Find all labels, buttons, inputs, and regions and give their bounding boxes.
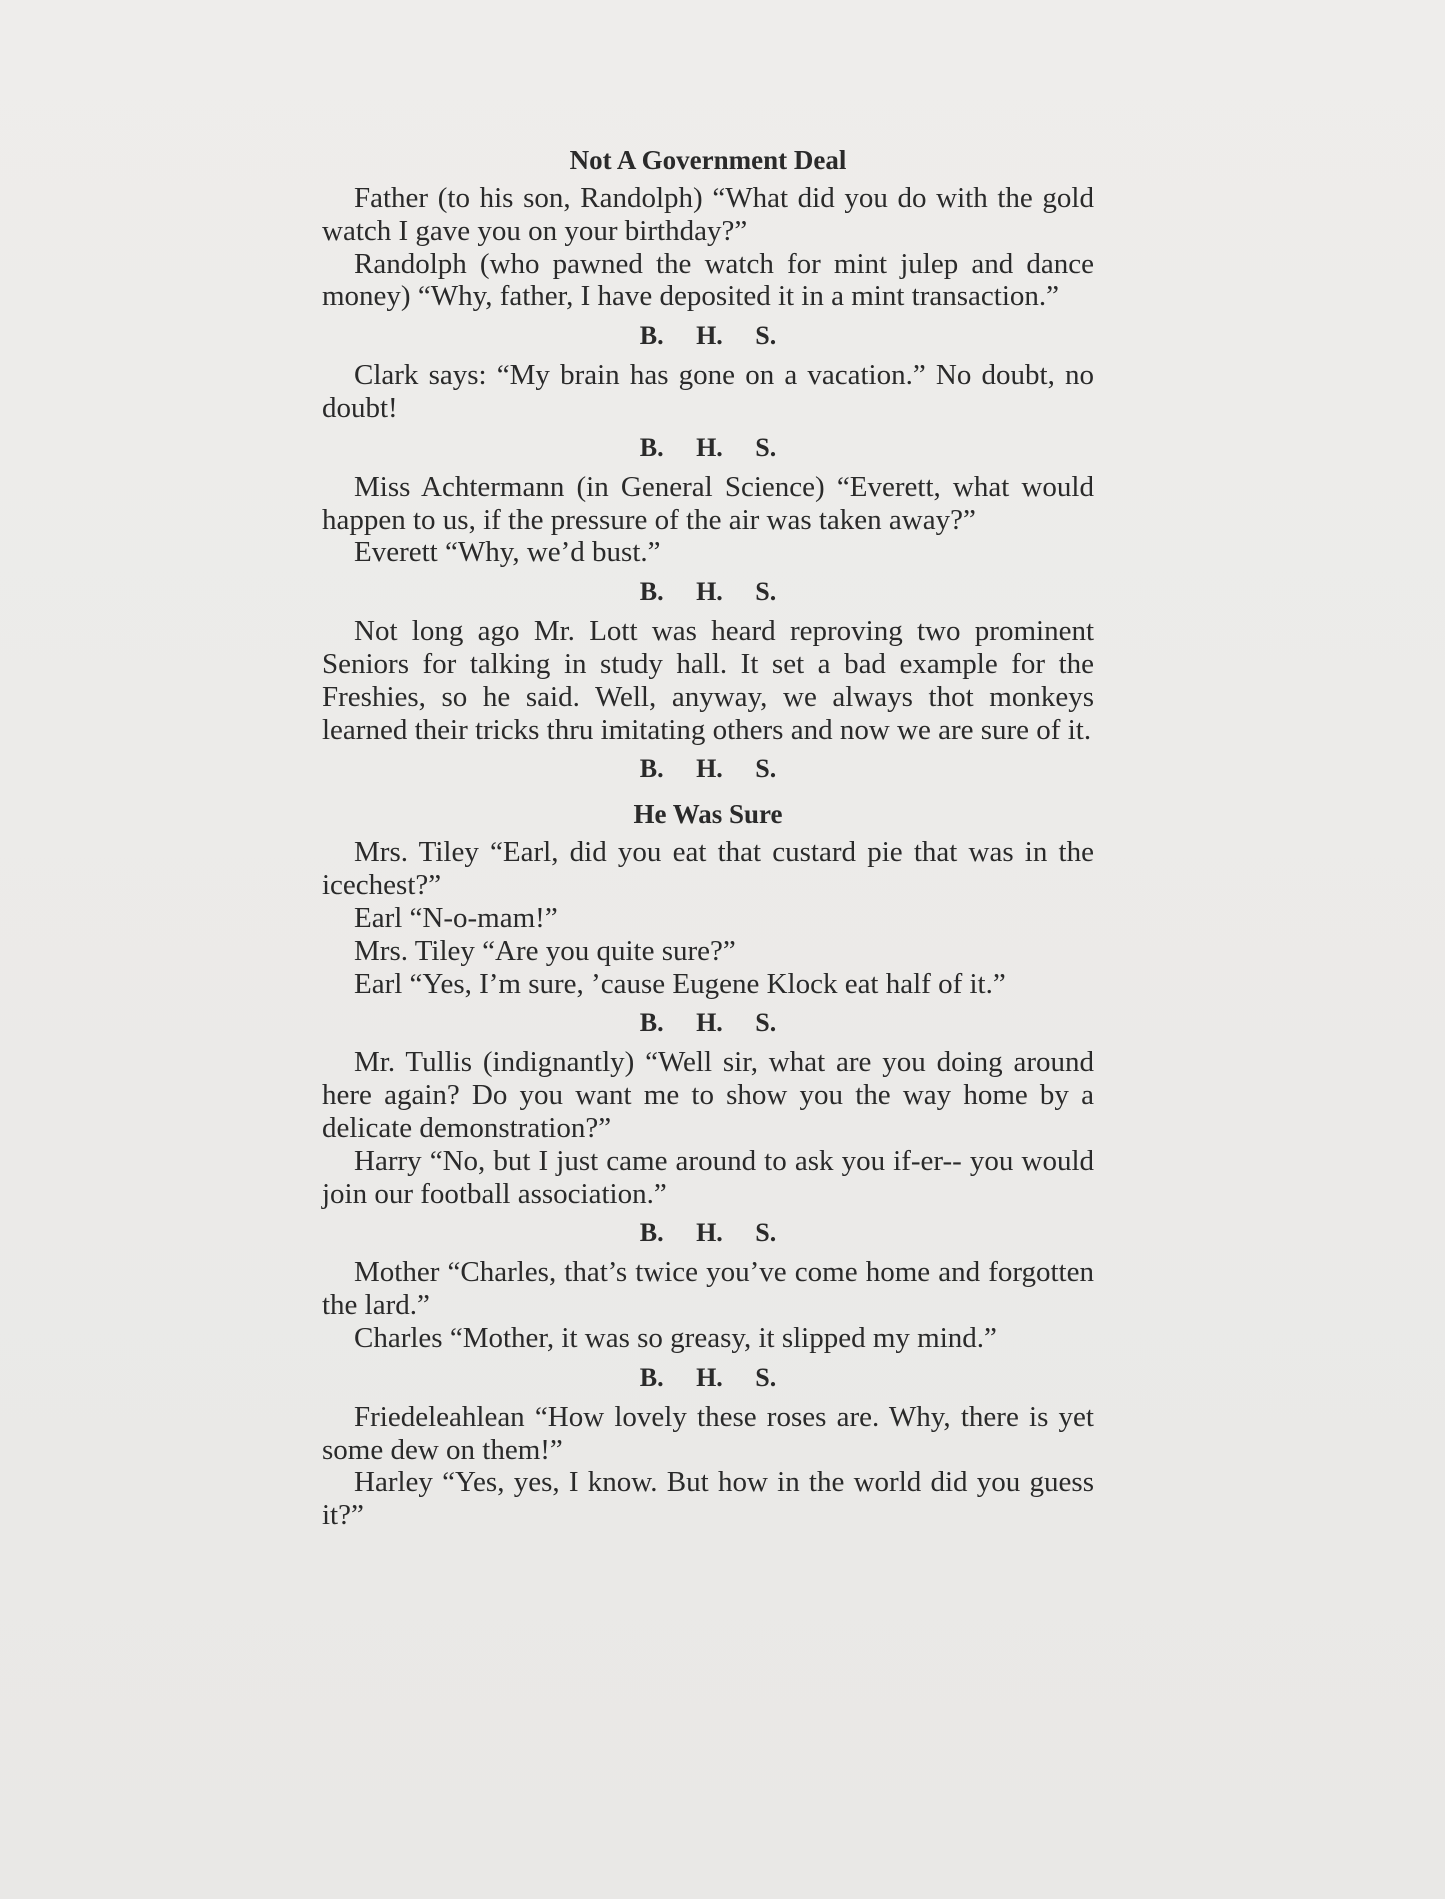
paragraph: Mrs. Tiley “Are you quite sure?” (354, 934, 736, 967)
bhs-separator: B. H. S. (639, 1218, 777, 1248)
heading-he-was-sure: He Was Sure (633, 799, 783, 830)
paragraph: Friedeleahlean “How lovely these roses are. Why, there is yet some dew on them!” (322, 1400, 1094, 1466)
paragraph: Earl “Yes, I’m sure, ’cause Eugene Klock eat half of it.” (354, 967, 1006, 1000)
text-column (322, 138, 1094, 1532)
paragraph: Charles “Mother, it was so greasy, it slipped my mind.” (354, 1321, 997, 1354)
paragraph: Mother “Charles, that’s twice you’ve come home and forgotten the lard.” (322, 1256, 1094, 1322)
paragraph: Earl “N-o-mam!” (354, 901, 558, 934)
paragraph: Everett “Why, we’d bust.” (354, 536, 661, 569)
paragraph: Miss Achtermann (in General Science) “Everett, what would happen to us, if the pressure of the air was taken away?” (322, 470, 1094, 536)
paragraph: Father (to his son, Randolph) “What did you do with the gold watch I gave you on your birthday?” (322, 182, 1094, 247)
paragraph: Mrs. Tiley “Earl, did you eat that custard pie that was in the icechest?” (322, 836, 1094, 902)
bhs-separator: B. H. S. (639, 432, 777, 462)
paragraph: Mr. Tullis (indignantly) “Well sir, what are you doing around here again? Do you want me to show you the way home by a delicate demonstration?” (322, 1046, 1094, 1144)
paragraph: Clark says: “My brain has gone on a vacation.” No doubt, no doubt! (322, 359, 1094, 424)
heading-not-a-government-deal: Not A Government Deal (569, 145, 847, 175)
bhs-separator: B. H. S. (639, 321, 777, 351)
bhs-separator: B. H. S. (639, 1008, 777, 1038)
paragraph: Harry “No, but I just came around to ask you if-er-- you would join our football association.” (322, 1144, 1094, 1210)
paragraph: Randolph (who pawned the watch for mint julep and dance money) “Why, father, I have deposited it in a mint transaction.” (322, 247, 1094, 313)
bhs-separator: B. H. S. (639, 754, 777, 784)
bhs-separator: B. H. S. (639, 1362, 777, 1392)
paragraph: Not long ago Mr. Lott was heard reproving two prominent Seniors for talking in study hall. It set a bad example for the Freshies, so he said. Well, anyway, we always thot monkeys learned their tricks thru imitating others and now we are sure of it. (322, 615, 1094, 746)
paragraph: Harley “Yes, yes, I know. But how in the world did you guess it?” (322, 1466, 1094, 1532)
bhs-separator: B. H. S. (639, 577, 777, 607)
